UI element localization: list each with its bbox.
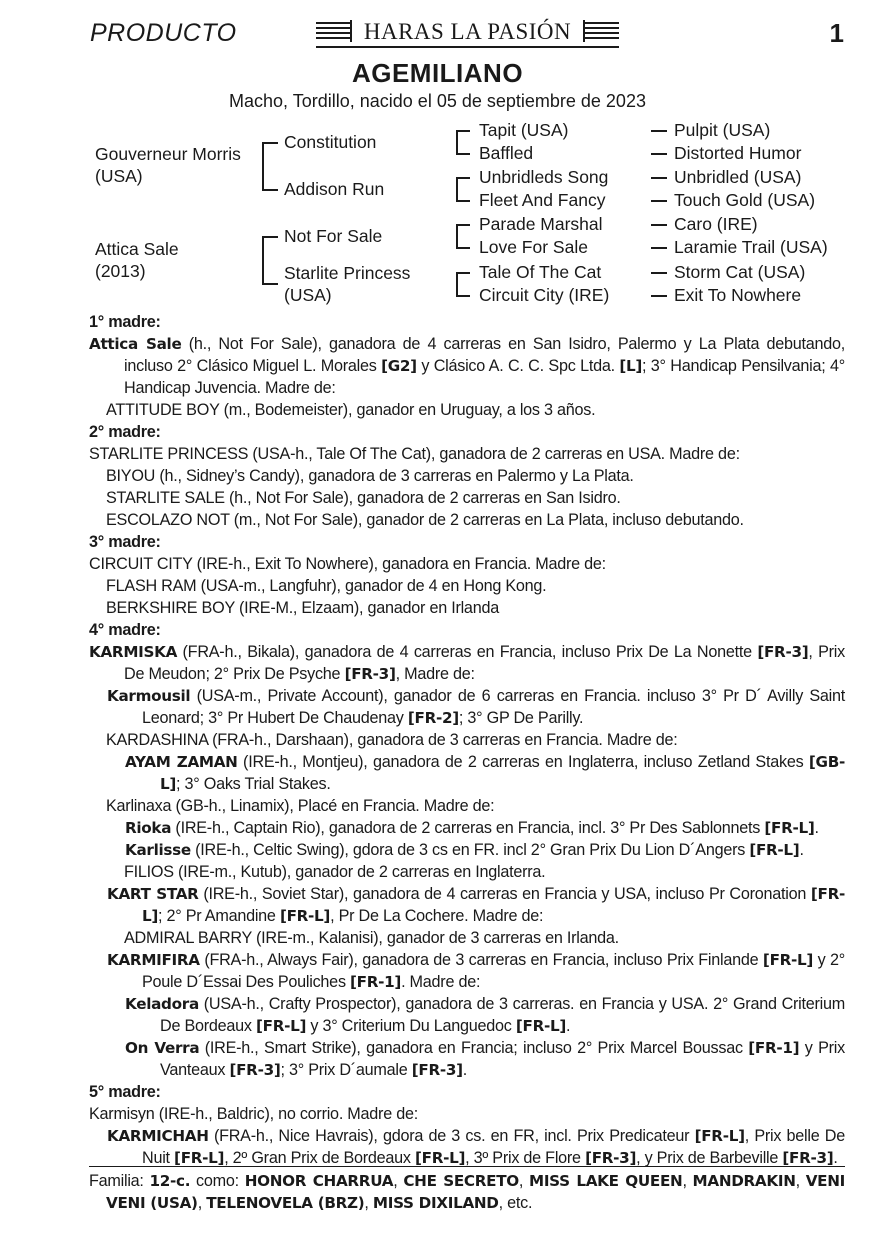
race-grade: [FR-L] bbox=[174, 1149, 225, 1167]
race-grade: [FR-L] bbox=[694, 1127, 745, 1145]
bracket-line bbox=[456, 247, 470, 249]
entry-text: ; 3° GP De Parilly. bbox=[458, 709, 584, 727]
bracket-line bbox=[456, 130, 470, 132]
race-grade: [L] bbox=[619, 357, 643, 375]
relative-name: HONOR CHARRUA bbox=[244, 1172, 394, 1190]
runner-name: Attica Sale bbox=[89, 335, 182, 353]
bracket-line bbox=[456, 272, 458, 295]
entry-text: ; 3° Handicap Pensilvania; 4° Handicap Juvencia. Madre de: bbox=[124, 357, 845, 397]
entry-text: . bbox=[833, 1149, 838, 1167]
entry-text: . bbox=[462, 1061, 468, 1079]
pedigree-gen4: Pulpit (USA) bbox=[674, 120, 771, 140]
entry-text: . bbox=[799, 841, 804, 859]
dash-line bbox=[651, 272, 667, 274]
bracket-line bbox=[456, 177, 458, 200]
runner-name: KARMICHAH bbox=[107, 1127, 209, 1145]
dam-heading: 2° madre: bbox=[89, 423, 161, 441]
offspring-entry bbox=[89, 817, 845, 839]
entry-text: ; 2° Pr Amandine bbox=[158, 907, 280, 925]
pedigree-gen4: Distorted Humor bbox=[674, 143, 802, 163]
entry-text: (IRE-h., Captain Rio), ganadora de 2 carreras en Francia, incl. 3° Pr Des Sablonnets bbox=[171, 819, 765, 837]
runner-name: On Verra bbox=[125, 1039, 200, 1057]
family-label: Familia: bbox=[89, 1172, 150, 1190]
runner-name: KART STAR bbox=[107, 885, 199, 903]
pedigree-gen2: (USA) bbox=[284, 285, 332, 305]
pedigree-gen2: Starlite Princess bbox=[284, 263, 411, 283]
bracket-line bbox=[456, 295, 470, 297]
pedigree-gen2: Not For Sale bbox=[284, 226, 383, 246]
bracket-line bbox=[456, 272, 470, 274]
race-grade: [FR-L] bbox=[749, 841, 800, 859]
separator: , bbox=[682, 1172, 693, 1190]
runner-name: Rioka bbox=[125, 819, 172, 837]
offspring-entry bbox=[89, 751, 845, 795]
relative-name: CHE SECRETO bbox=[403, 1172, 519, 1190]
dam-heading: 5° madre: bbox=[89, 1083, 161, 1101]
horse-name: AGEMILIANO bbox=[351, 58, 524, 88]
dam-entry: STARLITE PRINCESS (USA-h., Tale Of The Cat), ganadora de 2 carreras en USA. Madre de: bbox=[89, 445, 740, 463]
dash-line bbox=[651, 130, 667, 132]
family-etc: , etc. bbox=[498, 1194, 533, 1212]
race-grade: [FR-L] bbox=[762, 951, 814, 969]
bracket-line bbox=[456, 224, 470, 226]
entry-text: (USA-m., Private Account), ganador de 6 carreras en Francia. incluso 3° Pr D´ Avilly Saint Leonard; 3° Pr Hubert De Chaudenay bbox=[142, 687, 845, 727]
family-section bbox=[89, 311, 845, 1169]
pedigree-gen3: Tapit (USA) bbox=[479, 120, 569, 140]
entry-text: (IRE-h., Smart Strike), ganadora en Francia; incluso 2° Prix Marcel Boussac bbox=[199, 1039, 749, 1057]
offspring-entry bbox=[89, 883, 845, 927]
race-grade: [FR-3] bbox=[757, 643, 809, 661]
race-grade: [FR-L] bbox=[415, 1149, 466, 1167]
entry-text: ; 3° Oaks Trial Stakes. bbox=[176, 775, 331, 793]
offspring-entry: BERKSHIRE BOY (IRE-M., Elzaam), ganador en Irlanda bbox=[106, 599, 499, 617]
pedigree-gen4: Laramie Trail (USA) bbox=[674, 237, 828, 257]
entry-text: . bbox=[814, 819, 819, 837]
offspring-entry: BIYOU (h., Sidney’s Candy), ganadora de 3 carreras en Palermo y La Plata. bbox=[106, 467, 634, 485]
logo-right-bars bbox=[583, 22, 619, 41]
race-grade: [FR-1] bbox=[748, 1039, 800, 1057]
race-grade: [GB-L] bbox=[160, 753, 845, 793]
lot-number: 1 bbox=[829, 18, 844, 48]
separator: , bbox=[197, 1194, 207, 1212]
bracket-line bbox=[262, 236, 278, 238]
bracket-line bbox=[456, 224, 458, 247]
offspring-entry: ATTITUDE BOY (m., Bodemeister), ganador en Uruguay, a los 3 años. bbox=[106, 401, 596, 419]
bracket-line bbox=[456, 153, 470, 155]
page-header bbox=[0, 16, 875, 52]
dam-heading: 1° madre: bbox=[89, 313, 161, 331]
race-grade: [FR-L] bbox=[279, 907, 331, 925]
race-grade: [FR-L] bbox=[764, 819, 815, 837]
pedigree-gen3: Baffled bbox=[479, 143, 534, 163]
dam-entry: Karmisyn (IRE-h., Baldric), no corrio. Madre de: bbox=[89, 1105, 418, 1123]
race-grade: [FR-3] bbox=[782, 1149, 834, 1167]
offspring-entry: Karlinaxa (GB-h., Linamix), Placé en Francia. Madre de: bbox=[106, 797, 495, 815]
pedigree-gen3: Unbridleds Song bbox=[479, 167, 609, 187]
relative-name: MANDRAKIN bbox=[692, 1172, 796, 1190]
pedigree-gen2: Constitution bbox=[284, 132, 377, 152]
pedigree-gen3: Fleet And Fancy bbox=[479, 190, 606, 210]
family-como: como: bbox=[190, 1172, 245, 1190]
bracket-line bbox=[262, 142, 264, 190]
family-footer bbox=[89, 1166, 845, 1214]
pedigree-table bbox=[0, 118, 875, 310]
pedigree-gen3: Parade Marshal bbox=[479, 214, 603, 234]
bracket-line bbox=[262, 142, 278, 144]
entry-text: , Pr De La Cochere. Madre de: bbox=[330, 907, 544, 925]
dash-line bbox=[651, 247, 667, 249]
relative-name: VENI VENI (USA) bbox=[106, 1172, 845, 1212]
sire-origin: (USA) bbox=[95, 166, 143, 186]
entry-text: , y Prix de Barbeville bbox=[636, 1149, 783, 1167]
dash-line bbox=[651, 177, 667, 179]
offspring-entry bbox=[89, 1037, 845, 1081]
relative-name: MISS LAKE QUEEN bbox=[529, 1172, 683, 1190]
pedigree-gen4: Exit To Nowhere bbox=[674, 285, 802, 305]
race-grade: [FR-3] bbox=[344, 665, 396, 683]
dash-line bbox=[651, 295, 667, 297]
product-label: PRODUCTO bbox=[90, 19, 237, 47]
dam-heading: 3° madre: bbox=[89, 533, 161, 551]
entry-text: , Prix belle De Nuit bbox=[142, 1127, 845, 1167]
entry-text: y 2° Poule D´Essai Des Pouliches bbox=[142, 951, 845, 991]
entry-text: (h., Not For Sale), ganadora de 4 carreras en San Isidro, Palermo y La Plata debutando, incluso 2° Clásico Miguel L. Morales bbox=[124, 335, 845, 375]
pedigree-gen4: Unbridled (USA) bbox=[674, 167, 802, 187]
entry-text: (IRE-h., Soviet Star), ganadora de 4 carreras en Francia y USA, incluso Pr Coronation bbox=[198, 885, 811, 903]
bracket-line bbox=[262, 283, 278, 285]
entry-text: y Clásico A. C. C. Spc Ltda. bbox=[416, 357, 620, 375]
dam-year: (2013) bbox=[95, 261, 146, 281]
pedigree-gen4: Caro (IRE) bbox=[674, 214, 758, 234]
offspring-entry: FLASH RAM (USA-m., Langfuhr), ganador de 4 en Hong Kong. bbox=[106, 577, 547, 595]
offspring-entry: STARLITE SALE (h., Not For Sale), ganadora de 2 carreras en San Isidro. bbox=[106, 489, 621, 507]
runner-name: Karlisse bbox=[125, 841, 191, 859]
bracket-line bbox=[456, 177, 470, 179]
offspring-entry: ADMIRAL BARRY (IRE-m., Kalanisi), ganador de 3 carreras en Irlanda. bbox=[124, 929, 619, 947]
pedigree-gen3: Tale Of The Cat bbox=[479, 262, 602, 282]
family-line bbox=[89, 1170, 845, 1214]
family-code: 12-c. bbox=[149, 1172, 191, 1190]
runner-name: KARMIFIRA bbox=[107, 951, 200, 969]
separator: , bbox=[364, 1194, 373, 1212]
entry-text: (IRE-h., Celtic Swing), gdora de 3 cs en FR. incl 2° Gran Prix Du Lion D´Angers bbox=[190, 841, 750, 859]
offspring-entry: FILIOS (IRE-m., Kutub), ganador de 2 carreras en Inglaterra. bbox=[124, 863, 546, 881]
dam-heading: 4° madre: bbox=[89, 621, 161, 639]
dash-line bbox=[651, 200, 667, 202]
pedigree-gen3: Love For Sale bbox=[479, 237, 588, 257]
offspring-entry bbox=[89, 1125, 845, 1169]
brand-logo bbox=[316, 18, 619, 48]
runner-name: AYAM ZAMAN bbox=[125, 753, 238, 771]
pedigree-gen3: Circuit City (IRE) bbox=[479, 285, 610, 305]
separator: , bbox=[393, 1172, 404, 1190]
race-grade: [FR-1] bbox=[350, 973, 402, 991]
entry-text: (FRA-h., Bikala), ganadora de 4 carreras en Francia, incluso Prix De La Nonette bbox=[177, 643, 758, 661]
entry-text: ; 3° Prix D´aumale bbox=[280, 1061, 412, 1079]
race-grade: [FR-L] bbox=[515, 1017, 567, 1035]
offspring-entry bbox=[89, 839, 845, 861]
bracket-line bbox=[262, 189, 278, 191]
bracket-line bbox=[262, 236, 264, 284]
offspring-entry bbox=[89, 993, 845, 1037]
entry-text: y 3° Criterium Du Languedoc bbox=[306, 1017, 516, 1035]
runner-name: Karmousil bbox=[107, 687, 191, 705]
offspring-entry: KARDASHINA (FRA-h., Darshaan), ganadora de 3 carreras en Francia. Madre de: bbox=[106, 731, 678, 749]
entry-text: (IRE-h., Montjeu), ganadora de 2 carreras en Inglaterra, incluso Zetland Stakes bbox=[237, 753, 809, 771]
entry-text: , Prix De Meudon; 2° Prix De Psyche bbox=[124, 643, 845, 683]
dam-entry bbox=[89, 641, 845, 685]
sire-name: Gouverneur Morris bbox=[95, 144, 241, 164]
bracket-line bbox=[456, 200, 470, 202]
separator: , bbox=[518, 1172, 529, 1190]
runner-name: Keladora bbox=[125, 995, 199, 1013]
race-grade: [FR-L] bbox=[142, 885, 845, 925]
brand-name: HARAS LA PASIÓN bbox=[363, 19, 572, 44]
entry-text: . bbox=[566, 1017, 571, 1035]
offspring-entry: ESCOLAZO NOT (m., Not For Sale), ganador de 2 carreras en La Plata, incluso debutando. bbox=[106, 511, 744, 529]
relative-name: TELENOVELA (BRZ) bbox=[206, 1194, 365, 1212]
pedigree-gen2: Addison Run bbox=[284, 179, 385, 199]
dam-entry: CIRCUIT CITY (IRE-h., Exit To Nowhere), ganadora en Francia. Madre de: bbox=[89, 555, 606, 573]
offspring-entry bbox=[89, 685, 845, 729]
dash-line bbox=[651, 153, 667, 155]
entry-text: , Madre de: bbox=[395, 665, 475, 683]
dam-entry bbox=[89, 333, 845, 399]
separator: , bbox=[795, 1172, 806, 1190]
pedigree-gen4: Storm Cat (USA) bbox=[674, 262, 806, 282]
entry-text: , 3º Prix de Flore bbox=[465, 1149, 586, 1167]
race-grade: [FR-L] bbox=[255, 1017, 307, 1035]
entry-text: (USA-h., Crafty Prospector), ganadora de 3 carreras. en Francia y USA. 2° Grand Criterium De Bordeaux bbox=[160, 995, 845, 1035]
entry-text: . Madre de: bbox=[401, 973, 481, 991]
horse-description: Macho, Tordillo, nacido el 05 de septiembre de 2023 bbox=[229, 91, 646, 111]
runner-name: KARMISKA bbox=[89, 643, 178, 661]
dash-line bbox=[651, 224, 667, 226]
dam-name: Attica Sale bbox=[95, 239, 179, 259]
race-grade: [FR-3] bbox=[229, 1061, 281, 1079]
bracket-line bbox=[456, 130, 458, 153]
entry-text: y Prix Vanteaux bbox=[160, 1039, 845, 1079]
entry-text: (FRA-h., Nice Havrais), gdora de 3 cs. en FR, incl. Prix Predicateur bbox=[208, 1127, 695, 1145]
offspring-entry bbox=[89, 949, 845, 993]
race-grade: [FR-3] bbox=[585, 1149, 637, 1167]
race-grade: [FR-2] bbox=[407, 709, 459, 727]
race-grade: [FR-3] bbox=[411, 1061, 463, 1079]
relative-name: MISS DIXILAND bbox=[372, 1194, 499, 1212]
race-grade: [G2] bbox=[381, 357, 417, 375]
pedigree-gen4: Touch Gold (USA) bbox=[674, 190, 816, 210]
entry-text: (FRA-h., Always Fair), ganadora de 3 carreras en Francia, incluso Prix Finlande bbox=[199, 951, 763, 969]
entry-text: , 2º Gran Prix de Bordeaux bbox=[224, 1149, 415, 1167]
